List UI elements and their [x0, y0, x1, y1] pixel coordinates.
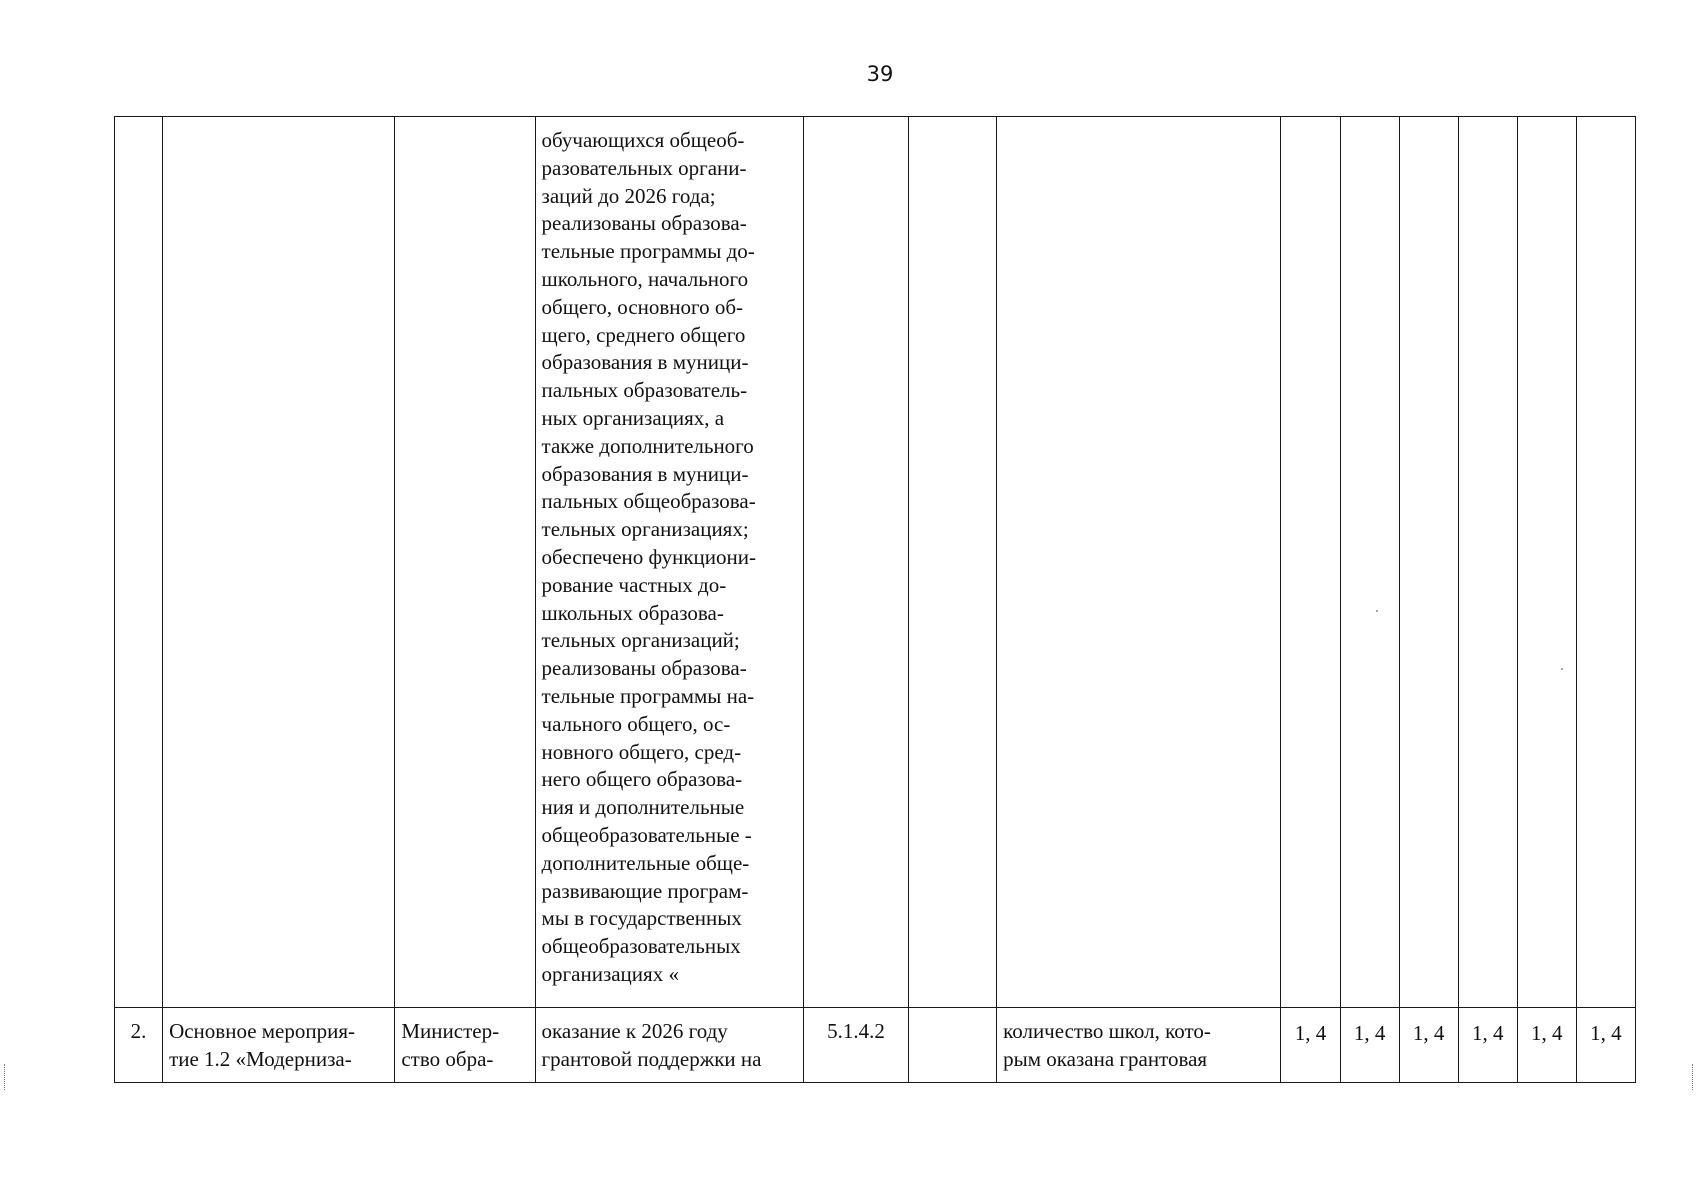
cell-number — [115, 1008, 163, 1083]
cell-activity — [163, 1008, 395, 1083]
cell-value — [1399, 1008, 1458, 1083]
expected-result: оказание к 2026 году грантовой поддержки на — [541, 1019, 762, 1071]
table-row-2 — [115, 1008, 1636, 1083]
indicator-value: 1, 4 — [1353, 1021, 1386, 1045]
table-row-continuation — [115, 117, 1636, 1008]
cell-executor — [395, 1008, 535, 1083]
cell-result — [535, 117, 803, 1008]
page-number: 39 — [866, 62, 894, 86]
cell-value — [1340, 1008, 1399, 1083]
row-number: 2. — [130, 1019, 147, 1043]
cell-code — [803, 117, 908, 1008]
binding-mark-right — [1692, 1064, 1697, 1090]
cell-value — [1458, 117, 1517, 1008]
activity-result-text: обучающихся общеоб- разовательных органи- заций до 2026 года; реализованы образова- тельные программы до- школьного, начального общего, основного об- щего, среднего общего образования в муници- пальных образователь- ных организациях, а также дополнительного образования в муници- пальных общеобразова- тельных организациях; обеспечено функциони- рование частных до- школьных образова- тельных организаций; реализованы образова- тельные программы на- чального общего, ос- новного общего, сред- него общего образова- ния и дополнительные общеобразовательные - дополнительные обще- развивающие програм- мы в государственных общеобразовательных организациях « — [541, 128, 756, 986]
cell-empty — [909, 1008, 997, 1083]
indicator-name: количество школ, кото- рым оказана грантовая — [1003, 1019, 1211, 1071]
cell-indicator — [997, 1008, 1281, 1083]
cell-value — [1281, 1008, 1340, 1083]
indicator-value: 1, 4 — [1531, 1021, 1563, 1045]
indicator-value: 1, 4 — [1590, 1021, 1622, 1045]
cell-value — [1340, 117, 1399, 1008]
cell-value — [1576, 1008, 1635, 1083]
executor-name: Министер- ство обра- — [401, 1019, 500, 1071]
cell-code — [803, 1008, 908, 1083]
activity-name: Основное мероприя- тие 1.2 «Модерниза- — [169, 1019, 356, 1071]
indicator-value: 1, 4 — [1471, 1021, 1504, 1045]
cell-value — [1576, 117, 1635, 1008]
cell-number — [115, 117, 163, 1008]
cell-result — [535, 1008, 803, 1083]
program-activities-table — [114, 116, 1636, 1083]
cell-value — [1281, 117, 1340, 1008]
cell-value — [1399, 117, 1458, 1008]
indicator-value: 1, 4 — [1412, 1021, 1445, 1045]
cell-value — [1517, 117, 1576, 1008]
cell-value — [1517, 1008, 1576, 1083]
cell-activity — [163, 117, 395, 1008]
scan-speck — [1561, 668, 1563, 670]
result-code: 5.1.4.2 — [827, 1019, 885, 1043]
cell-indicator — [997, 117, 1281, 1008]
binding-mark-left — [4, 1064, 9, 1090]
cell-executor — [395, 117, 535, 1008]
indicator-value: 1, 4 — [1294, 1021, 1327, 1045]
empty-cell — [909, 1008, 996, 1024]
scan-speck — [1376, 610, 1378, 612]
cell-empty — [909, 117, 997, 1008]
cell-value — [1458, 1008, 1517, 1083]
